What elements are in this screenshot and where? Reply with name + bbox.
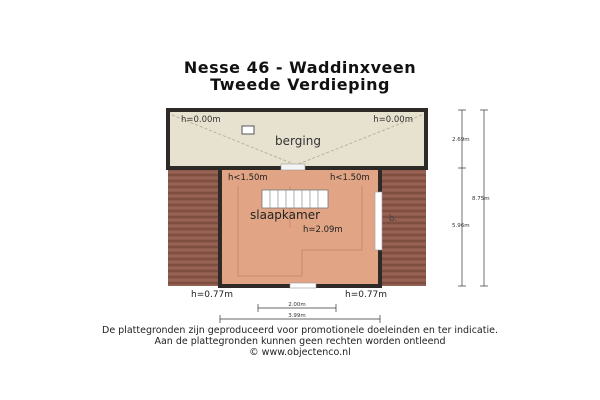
disclaimer-line-2: Aan de plattegronden kunnen geen rechten worden ontleend: [154, 336, 446, 347]
stairs: [262, 190, 328, 208]
storage-depth-label: 2.69m: [452, 137, 470, 143]
roof-right: [380, 168, 426, 286]
roof-left: [168, 168, 220, 286]
storage-label: berging: [275, 134, 321, 148]
closet-label: b.: [389, 214, 398, 224]
floorplan-title: Nesse 46 - Waddinxveen: [183, 58, 417, 77]
floorplan-subtitle: Tweede Verdieping: [210, 75, 390, 94]
closet-door: [375, 192, 382, 250]
door-storage: [281, 164, 305, 170]
bedroom-height-right: h<1.50m: [330, 173, 370, 183]
window-bottom: [290, 283, 316, 288]
copyright-line: © www.objectenco.nl: [249, 347, 351, 358]
outer-width-label: 3.99m: [288, 313, 306, 319]
height-bottom-right: h=0.77m: [345, 290, 388, 300]
total-depth-label: 8.75m: [472, 196, 490, 202]
bedroom-label: slaapkamer: [250, 208, 321, 222]
bedroom: [220, 168, 380, 286]
storage-device-icon: [242, 126, 254, 134]
storage-height-right: h=0.00m: [373, 115, 413, 125]
bedroom-height-left: h<1.50m: [228, 173, 268, 183]
bedroom-height-center: h=2.09m: [303, 225, 343, 235]
height-bottom-left: h=0.77m: [191, 290, 234, 300]
bedroom-depth-label: 5.96m: [452, 223, 470, 229]
disclaimer-line-1: De plattegronden zijn geproduceerd voor promotionele doeleinden en ter indicatie.: [102, 325, 498, 336]
storage-height-left: h=0.00m: [181, 115, 221, 125]
inner-width-label: 2.00m: [288, 302, 306, 308]
